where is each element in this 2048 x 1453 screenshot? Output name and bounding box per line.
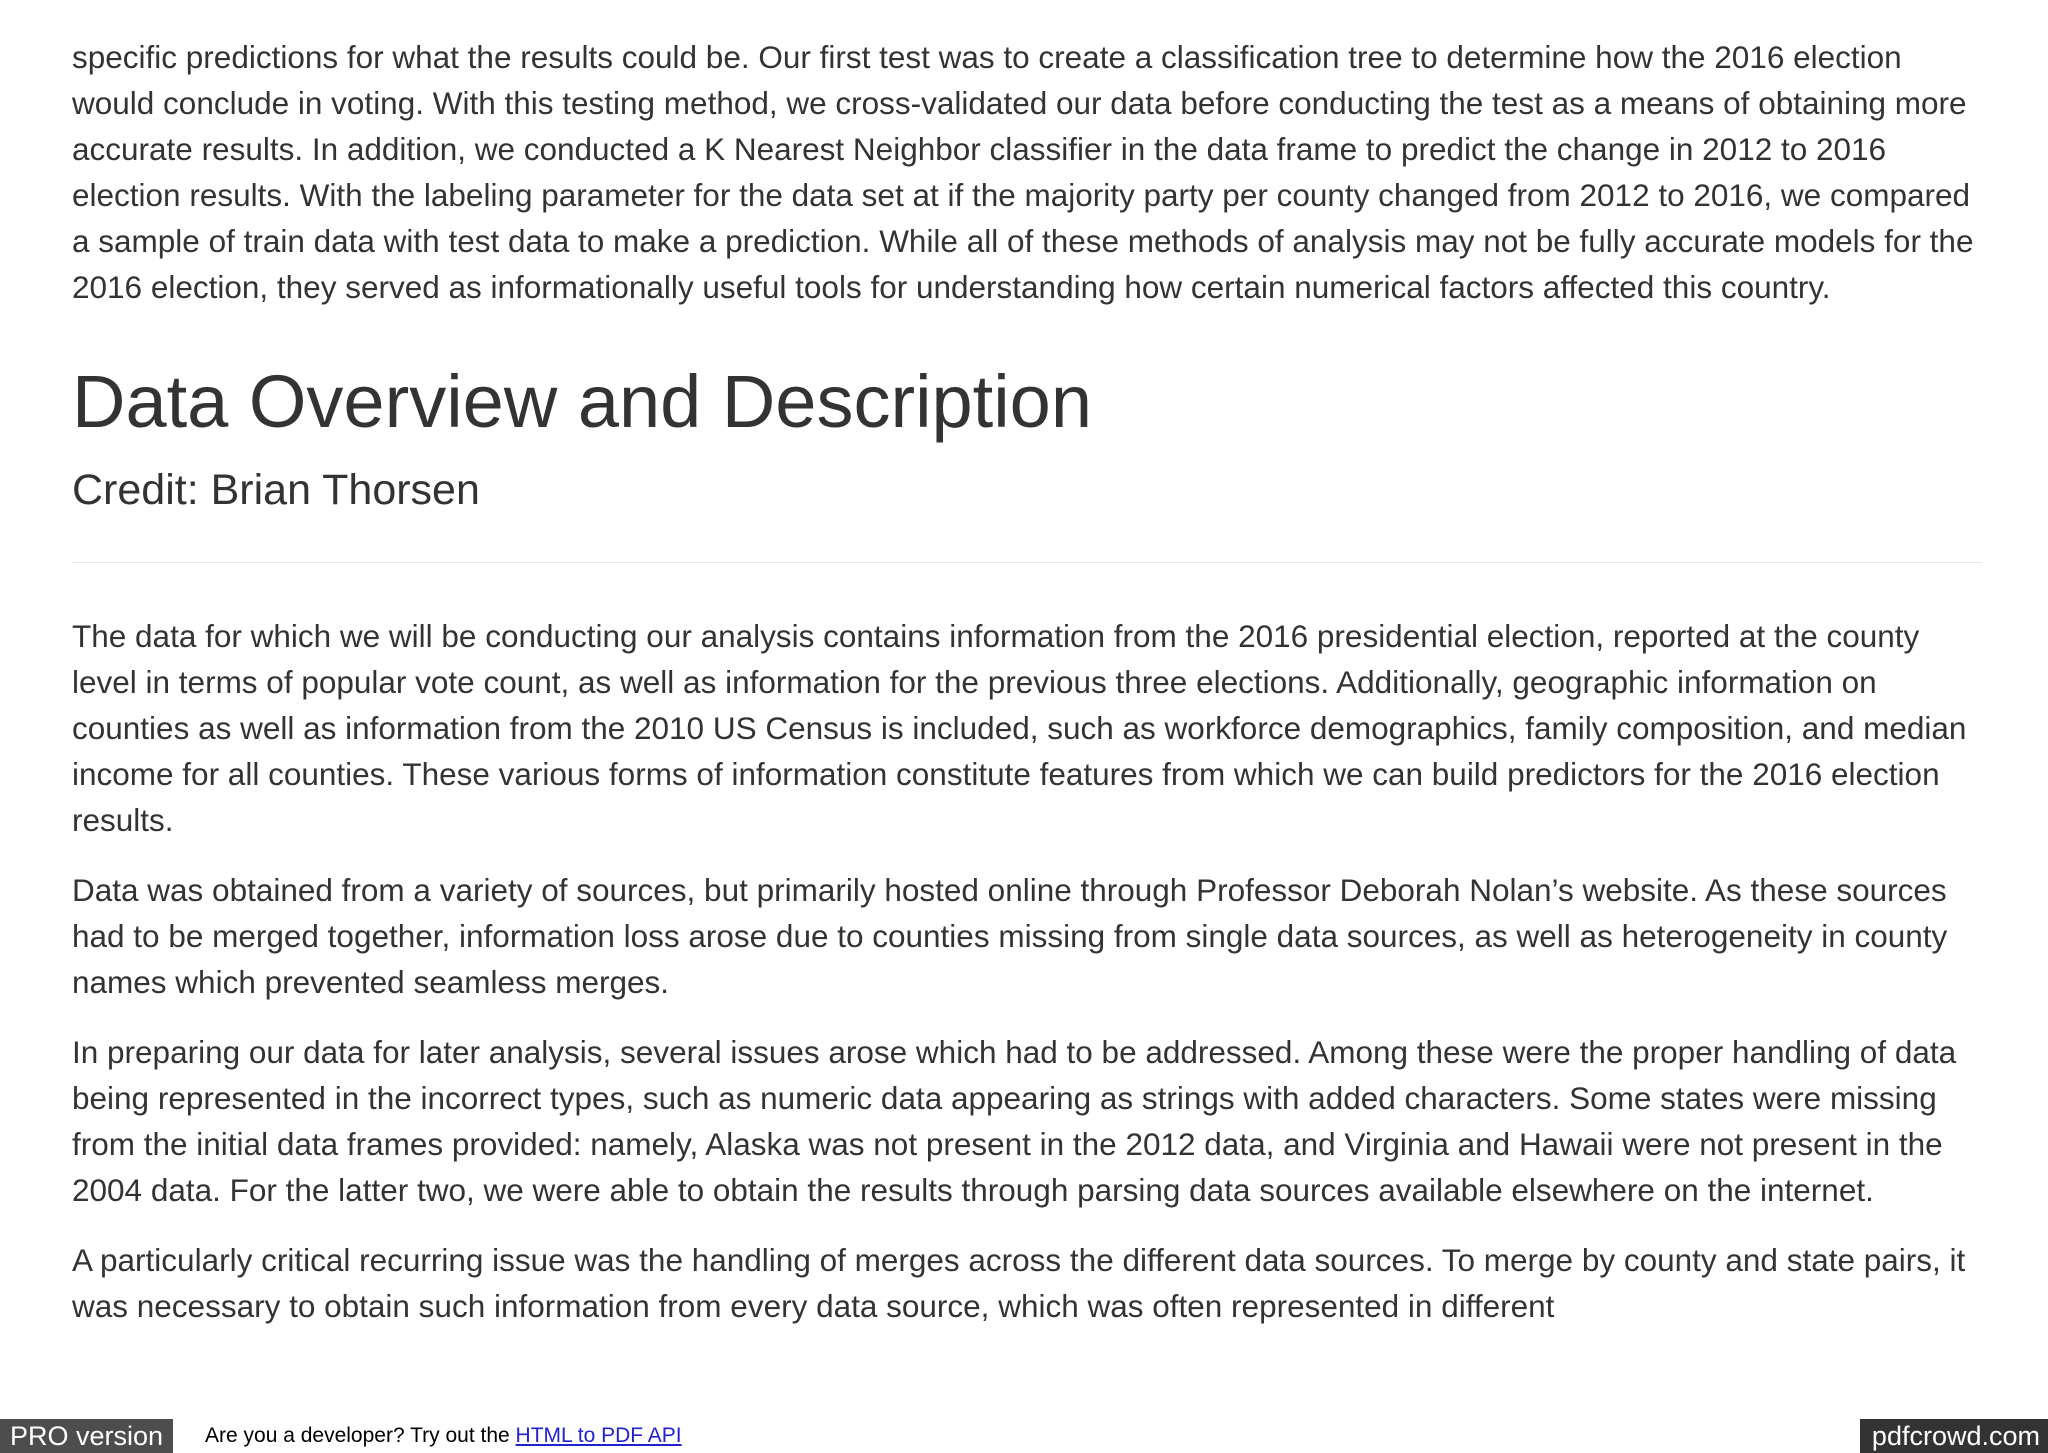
- html-to-pdf-api-link[interactable]: HTML to PDF API: [515, 1424, 682, 1447]
- credit-line: Credit: Brian Thorsen: [72, 466, 480, 514]
- paragraph-data-sources: Data was obtained from a variety of sources, but primarily hosted online through Professor Deborah Nolan’s website. As these sources had to be merged together, information loss arose due to counties missing from single data sources, as well as heterogeneity in county names which prevented seamless merges.: [72, 872, 1948, 1000]
- paragraph-data-description: The data for which we will be conducting our analysis contains information from the 2016 presidential election, reported at the county level in terms of popular vote count, as well as information for the previous three elections. Additionally, geographic information on counties as well as information from the 2010 US Census is included, such as workforce demographics, family composition, and median income for all counties. These various forms of information constitute features from which we can build predictors for the 2016 election results.: [72, 618, 1967, 838]
- paragraph-data-preparation: In preparing our data for later analysis, several issues arose which had to be addressed. Among these were the proper handling of data being represented in the incorrect types, such as numeric data appearing as strings with added characters. Some states were missing from the initial data frames provided: namely, Alaska was not present in the 2012 data, and Virginia and Hawaii were not present in the 2004 data. For the latter two, we were able to obtain the results through parsing data sources available elsewhere on the internet.: [72, 1034, 1957, 1208]
- pdf-footer: [0, 1419, 2048, 1453]
- developer-prompt: [205, 1419, 682, 1453]
- document-body: [72, 34, 1982, 1353]
- developer-prompt-text: Are you a developer? Try out the: [205, 1424, 516, 1447]
- section-title: Data Overview and Description: [72, 360, 1092, 443]
- pdfcrowd-brand: pdfcrowd.com: [1860, 1419, 2048, 1453]
- intro-paragraph: specific predictions for what the results could be. Our first test was to create a classification tree to determine how the 2016 election would conclude in voting. With this testing method, we cross-validated our data before conducting the test as a means of obtaining more accurate results. In addition, we conducted a K Nearest Neighbor classifier in the data frame to predict the change in 2012 to 2016 election results. With the labeling parameter for the data set at if the majority party per county changed from 2012 to 2016, we compared a sample of train data with test data to make a prediction. While all of these methods of analysis may not be fully accurate models for the 2016 election, they served as informationally useful tools for understanding how certain numerical factors affected this country.: [72, 39, 1974, 305]
- pro-version-badge: PRO version: [0, 1419, 173, 1453]
- section-divider: [72, 562, 1982, 563]
- paragraph-merge-issues: A particularly critical recurring issue was the handling of merges across the different data sources. To merge by county and state pairs, it was necessary to obtain such information from every data source, which was often represented in different: [72, 1242, 1966, 1324]
